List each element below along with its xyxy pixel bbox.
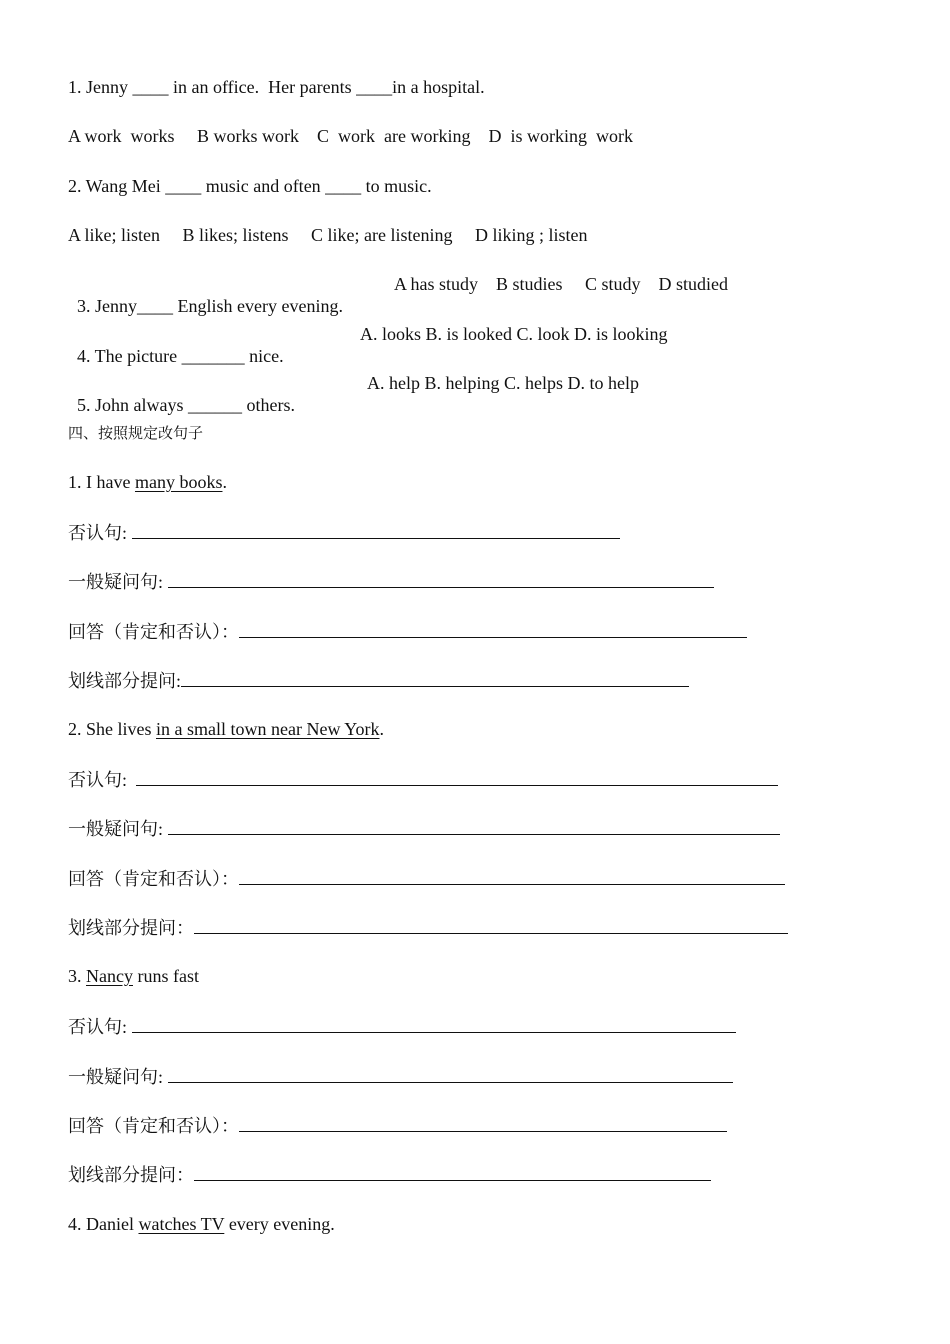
question-1 <box>68 76 485 98</box>
underlined-part: Nancy <box>86 966 133 986</box>
wh-question-row <box>68 668 689 692</box>
question-stem: 5. John always ______ others. <box>77 395 295 415</box>
question-answer-row <box>68 816 780 840</box>
question-stem: 4. The picture _______ nice. <box>77 346 284 366</box>
options-text: A. help B. helping C. helps D. to help <box>367 373 639 393</box>
sentence-3 <box>68 965 199 987</box>
prompt-label: 否认句: <box>68 770 132 790</box>
negative-answer-row <box>68 520 620 544</box>
reply-answer-row <box>68 866 785 890</box>
reply-answer-row <box>68 1113 727 1137</box>
section-title: 四、按照规定改句子 <box>68 426 204 442</box>
sentence-text: . <box>222 472 227 492</box>
prompt-label: 划线部分提问： <box>68 918 194 938</box>
sentence-1 <box>68 471 227 493</box>
sentence-text: 3. <box>68 966 86 986</box>
sentence-text: 4. Daniel <box>68 1214 139 1234</box>
answer-blank[interactable] <box>194 915 788 934</box>
prompt-label: 否认句: <box>68 523 132 543</box>
options-text: A. looks B. is looked C. look D. is looking <box>360 324 668 344</box>
sentence-text: . <box>379 719 384 739</box>
options-text: A like; listen B likes; listens C like; are listening D liking ; listen <box>68 225 588 245</box>
question-stem: 2. Wang Mei ____ music and often ____ to music. <box>68 176 432 196</box>
options-text: A work works B works work C work are working D is working work <box>68 126 633 146</box>
answer-blank[interactable] <box>168 816 780 835</box>
wh-question-row <box>68 1162 711 1186</box>
prompt-label: 回答（肯定和否认）： <box>68 1116 239 1136</box>
prompt-label: 回答（肯定和否认）： <box>68 869 239 889</box>
prompt-label: 一般疑问句: <box>68 1067 168 1087</box>
sentence-text: 2. She lives <box>68 719 156 739</box>
prompt-label: 回答（肯定和否认）： <box>68 622 239 642</box>
answer-blank[interactable] <box>136 767 778 786</box>
options-text: A has study B studies C study D studied <box>394 274 729 294</box>
question-answer-row <box>68 1064 733 1088</box>
answer-blank[interactable] <box>239 866 785 885</box>
negative-answer-row <box>68 1014 736 1038</box>
underlined-part: many books <box>134 472 223 492</box>
answer-blank[interactable] <box>168 569 714 588</box>
answer-blank[interactable] <box>181 668 689 687</box>
sentence-text: runs fast <box>132 966 199 986</box>
prompt-label: 一般疑问句: <box>68 572 168 592</box>
sentence-text: every evening. <box>224 1214 335 1234</box>
answer-blank[interactable] <box>239 1113 727 1132</box>
answer-blank[interactable] <box>194 1162 711 1181</box>
question-2 <box>68 175 432 197</box>
prompt-label: 一般疑问句: <box>68 819 168 839</box>
underlined-part: watches TV <box>138 1214 225 1234</box>
question-stem: 1. Jenny ____ in an office. Her parents ____in a hospital. <box>68 77 485 97</box>
answer-blank[interactable] <box>132 1014 736 1033</box>
answer-blank[interactable] <box>132 520 620 539</box>
question-1-options <box>68 125 633 147</box>
prompt-label: 划线部分提问： <box>68 1165 194 1185</box>
underlined-part: in a small town near New York <box>156 719 380 739</box>
answer-blank[interactable] <box>168 1064 733 1083</box>
sentence-text: 1. I have <box>68 472 135 492</box>
sentence-2 <box>68 718 384 740</box>
negative-answer-row <box>68 767 778 791</box>
question-answer-row <box>68 569 714 593</box>
sentence-4 <box>68 1213 335 1235</box>
answer-blank[interactable] <box>239 619 747 638</box>
question-stem: 3. Jenny____ English every evening. <box>77 296 343 316</box>
reply-answer-row <box>68 619 747 643</box>
prompt-label: 否认句: <box>68 1017 132 1037</box>
question-2-options <box>68 224 587 246</box>
prompt-label: 划线部分提问: <box>68 671 182 691</box>
wh-question-row <box>68 915 788 939</box>
